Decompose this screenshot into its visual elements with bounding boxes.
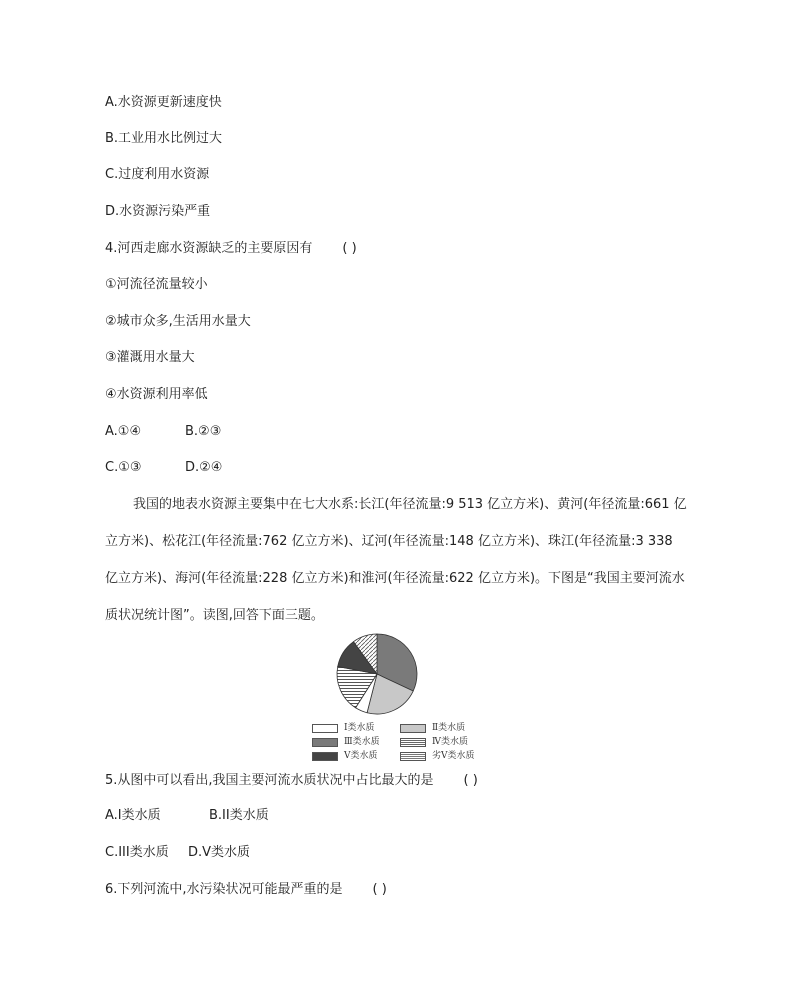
legend-item <box>400 737 468 748</box>
legend-label: Ⅱ类水质 <box>432 723 466 733</box>
option-row <box>105 808 269 824</box>
legend-item <box>312 737 380 748</box>
water-quality-pie-chart <box>305 630 435 720</box>
option-line: C.过度利用水资源 <box>105 167 210 182</box>
legend-swatch <box>400 752 426 761</box>
legend-item <box>312 751 378 762</box>
option-c: C.III类水质 <box>105 845 169 860</box>
legend-swatch <box>400 738 426 747</box>
statement-item: ②城市众多,生活用水量大 <box>105 314 251 329</box>
legend-swatch <box>312 738 338 747</box>
option-b: B.②③ <box>185 424 222 439</box>
question-stem <box>105 241 357 257</box>
option-row <box>105 424 221 440</box>
legend-label: Ⅲ类水质 <box>344 737 380 747</box>
option-line: D.水资源污染严重 <box>105 204 211 219</box>
answer-parenthesis: ( ) <box>463 773 478 788</box>
legend-swatch <box>400 724 426 733</box>
question-text: 6.下列河流中,水污染状况可能最严重的是 <box>105 882 343 897</box>
legend-swatch <box>312 724 338 733</box>
statement-item: ③灌溉用水量大 <box>105 350 195 365</box>
legend-item <box>312 723 375 734</box>
option-a: A.①④ <box>105 424 142 439</box>
answer-parenthesis: ( ) <box>372 882 387 897</box>
option-line: B.工业用水比例过大 <box>105 131 223 146</box>
option-row <box>105 845 250 861</box>
reading-passage: 我国的地表水资源主要集中在七大水系:长江(年径流量:9 513 亿立方米)、黄河(年径流量:661 亿立方米)、松花江(年径流量:762 亿立方米)、辽河(年径流量:148 亿立方米)、珠江(年径流量:3 338 亿立方米)、海河(年径流量:228 亿立方米)和淮河(年径流量:622 亿立方米)。下图是“我国主要河流水质状况统计图”。读图,回答下面三题。 <box>105 497 687 623</box>
legend-item <box>400 751 475 762</box>
question-stem <box>105 773 478 789</box>
option-c: C.①③ <box>105 460 142 475</box>
option-d: D.②④ <box>185 460 223 475</box>
legend-label: Ⅴ类水质 <box>344 751 378 761</box>
statement-item: ①河流径流量较小 <box>105 277 208 292</box>
option-d: D.V类水质 <box>188 845 251 860</box>
legend-item <box>400 723 465 734</box>
legend-label: Ⅰ类水质 <box>344 723 375 733</box>
option-a: A.I类水质 <box>105 808 161 823</box>
legend-label: 劣Ⅴ类水质 <box>432 751 475 761</box>
question-stem <box>105 882 387 898</box>
option-b: B.II类水质 <box>209 808 269 823</box>
option-line: A.水资源更新速度快 <box>105 95 222 110</box>
statement-item: ④水资源利用率低 <box>105 387 208 402</box>
option-row <box>105 460 222 476</box>
question-text: 5.从图中可以看出,我国主要河流水质状况中占比最大的是 <box>105 773 434 788</box>
answer-parenthesis: ( ) <box>342 241 357 256</box>
question-text: 4.河西走廊水资源缺乏的主要原因有 <box>105 241 313 256</box>
legend-label: Ⅳ类水质 <box>432 737 468 747</box>
legend-swatch <box>312 752 338 761</box>
